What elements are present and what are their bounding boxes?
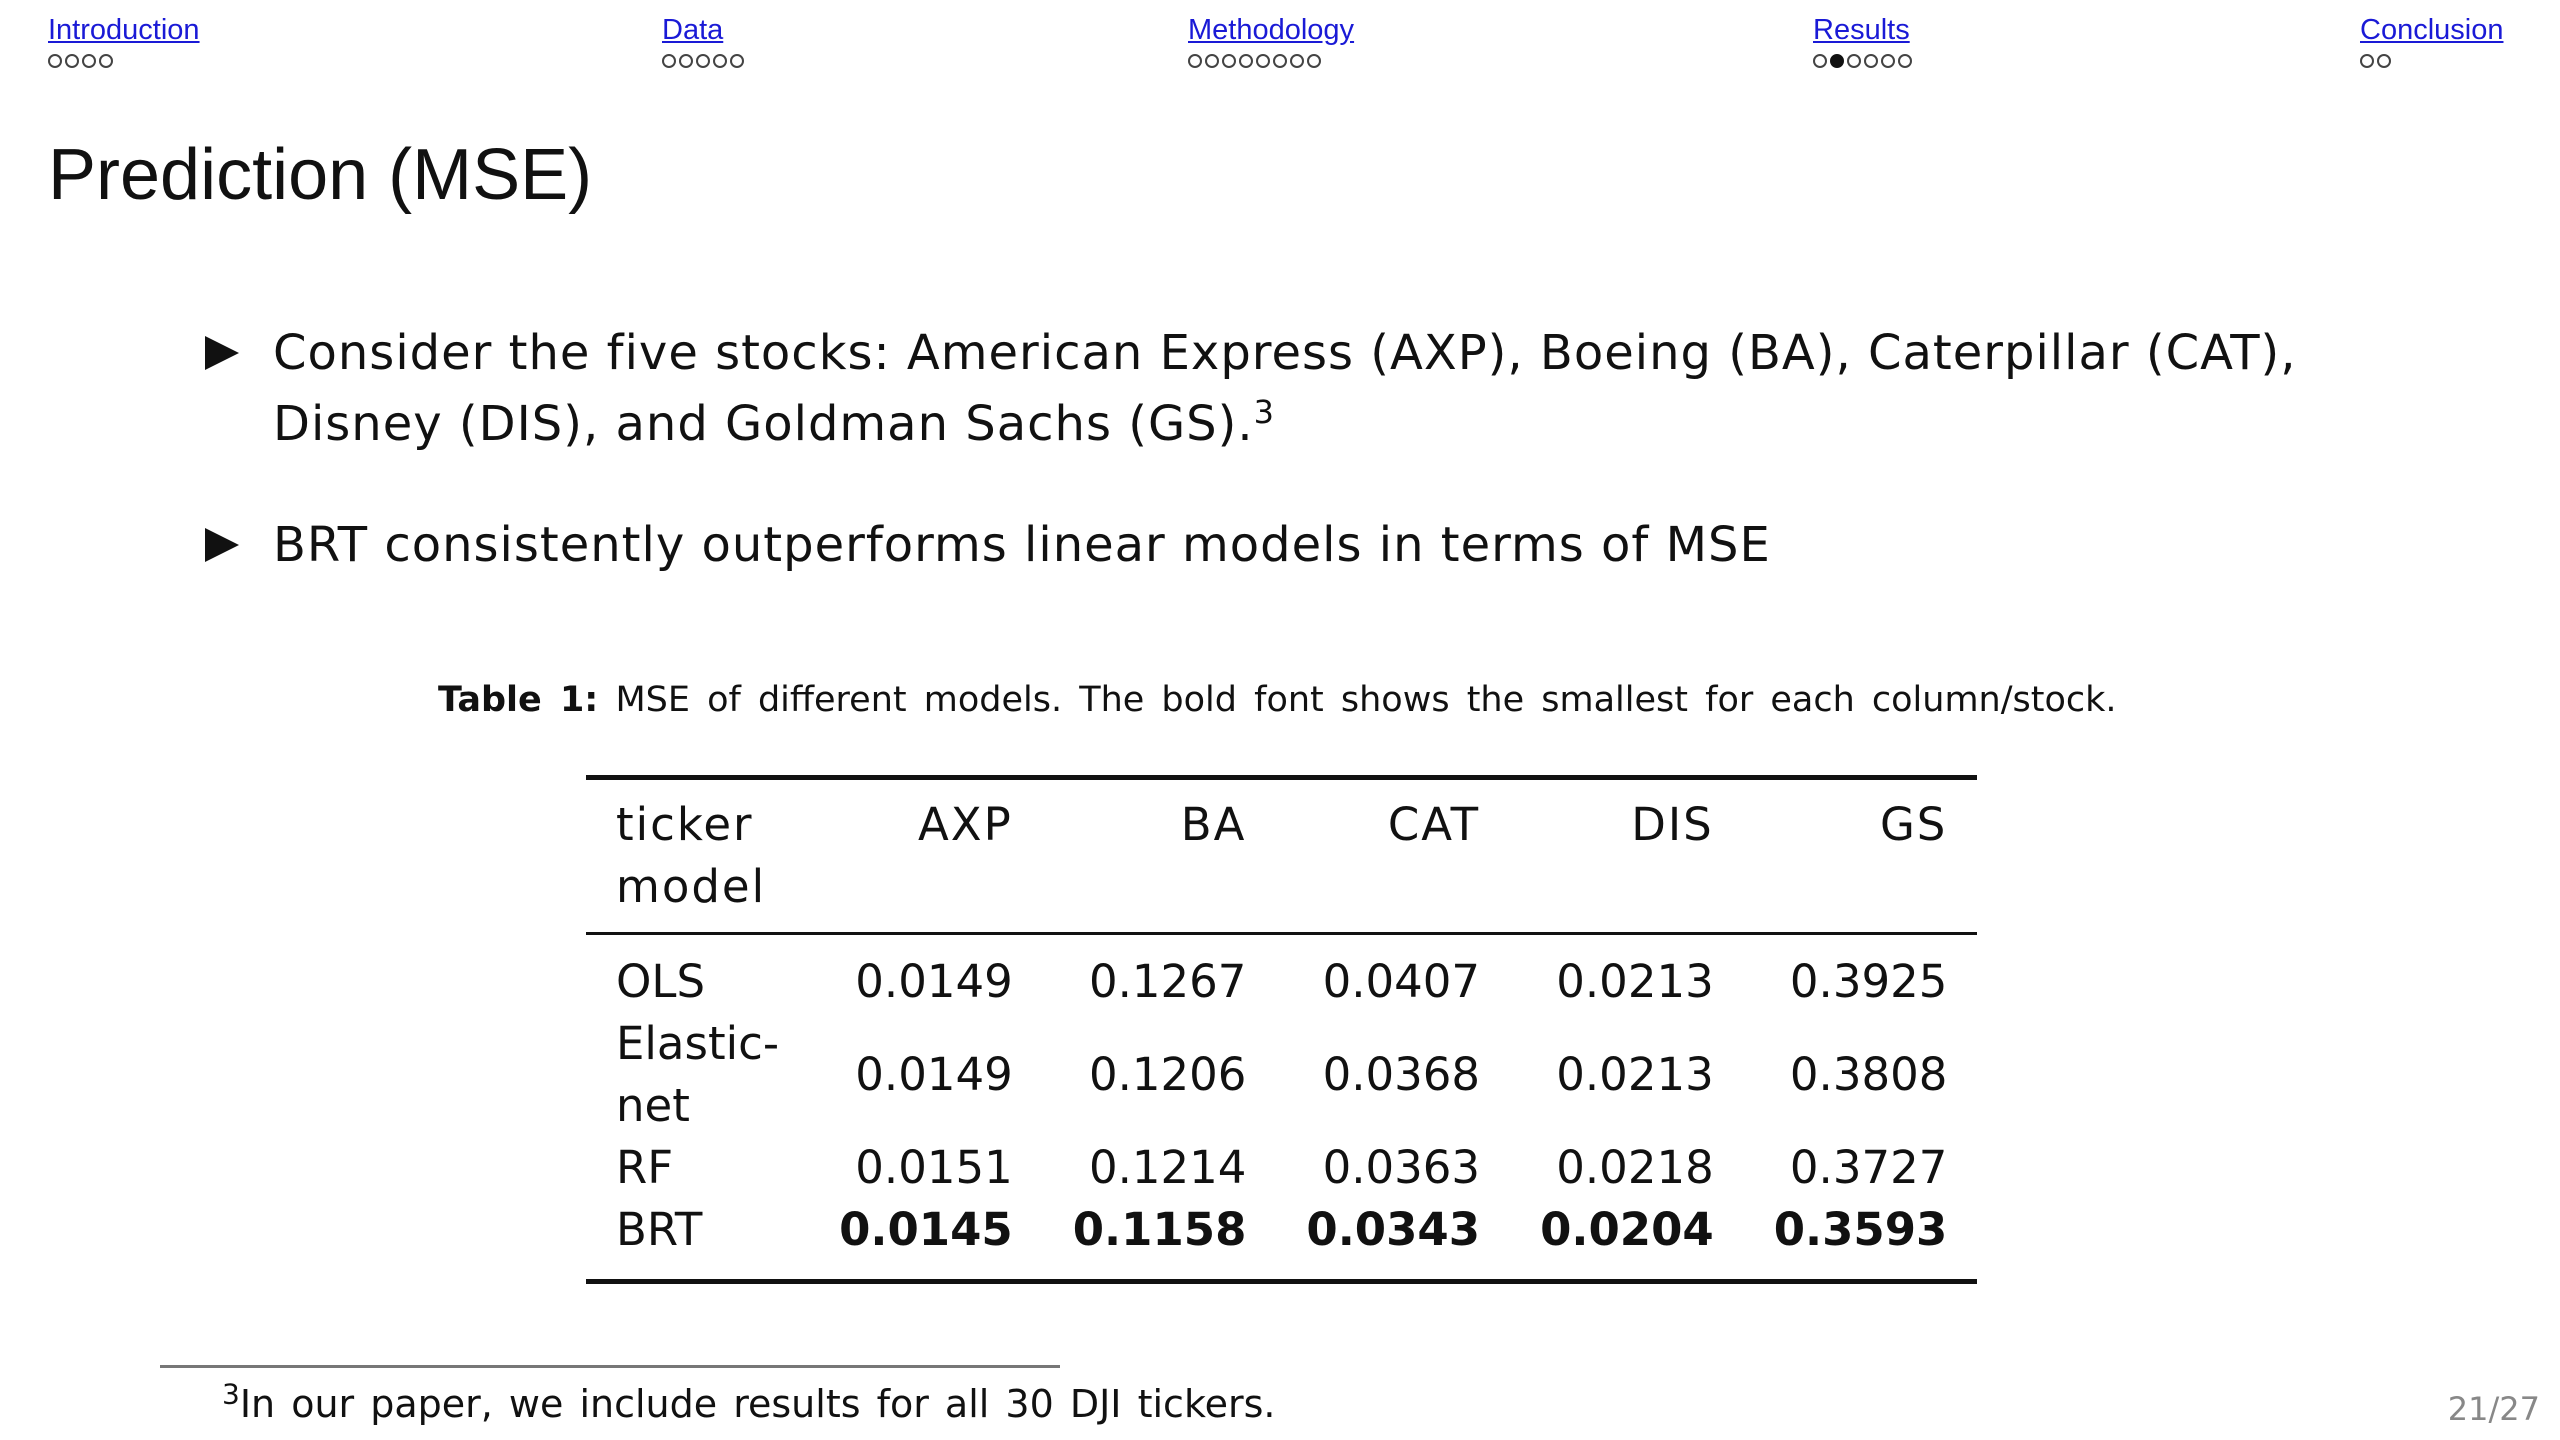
nav-section-data — [662, 12, 744, 68]
column-header: BA — [1180, 798, 1247, 851]
table-cell-best: 0.1158 — [1072, 1203, 1247, 1256]
nav-dot[interactable] — [1881, 54, 1895, 68]
nav-dot[interactable] — [662, 54, 676, 68]
column-header: AXP — [918, 798, 1013, 851]
slide-title: Prediction (MSE) — [48, 135, 593, 215]
table-cell: 0.0213 — [1556, 1048, 1714, 1101]
nav-link-methodology[interactable]: Methodology — [1188, 14, 1355, 46]
bullet-brt-text: BRT consistently outperforms linear models in terms of MSE — [273, 517, 1771, 573]
row-label: BRT — [616, 1203, 703, 1256]
nav-dot[interactable] — [1205, 54, 1219, 68]
nav-dot[interactable] — [696, 54, 710, 68]
footnote — [222, 1374, 1275, 1434]
bullet-stocks-text: Consider the five stocks: American Express (AXP), Boeing (BA), Caterpillar (CAT), Disney (DIS), and Goldman Sachs (GS). — [273, 325, 2297, 452]
footnote-reference[interactable]: 3 — [1253, 393, 1275, 431]
nav-dots-data — [662, 54, 744, 68]
nav-dot[interactable] — [65, 54, 79, 68]
section-navigation — [0, 0, 2560, 90]
row-label: Elastic-net — [616, 1017, 780, 1132]
table-cell-best: 0.0145 — [839, 1203, 1013, 1256]
table-caption — [438, 676, 2138, 724]
bullet-triangle-icon — [205, 336, 239, 370]
nav-dot[interactable] — [1222, 54, 1236, 68]
table-row — [586, 1013, 1977, 1137]
table-cell: 0.0149 — [855, 1048, 1013, 1101]
nav-dot[interactable] — [1239, 54, 1253, 68]
table-cell: 0.0151 — [855, 1141, 1013, 1194]
table-cell: 0.1214 — [1088, 1141, 1247, 1194]
nav-dot[interactable] — [1290, 54, 1304, 68]
nav-dot[interactable] — [1864, 54, 1878, 68]
nav-section-conclusion — [2360, 12, 2503, 68]
nav-dot[interactable] — [1256, 54, 1270, 68]
nav-dot[interactable] — [2377, 54, 2391, 68]
table-cell: 0.0213 — [1556, 955, 1714, 1008]
table-corner-header — [586, 778, 809, 934]
nav-link-data[interactable]: Data — [662, 14, 724, 46]
bullet-list — [205, 318, 2305, 631]
nav-dots-introduction — [48, 54, 200, 68]
footnote-text: In our paper, we include results for all 30 DJI tickers. — [239, 1382, 1276, 1426]
table-cell: 0.0149 — [855, 955, 1013, 1008]
nav-dot[interactable] — [1898, 54, 1912, 68]
footnote-divider — [160, 1365, 1060, 1368]
nav-dot[interactable] — [730, 54, 744, 68]
nav-dot[interactable] — [1188, 54, 1202, 68]
row-label: OLS — [616, 955, 706, 1008]
table-cell-best: 0.0343 — [1306, 1203, 1481, 1256]
table-row — [586, 934, 1977, 1014]
table-corner-model: model — [616, 860, 767, 913]
table-caption-label: Table 1: — [438, 680, 599, 720]
table-caption-text: MSE of different models. The bold font shows the smallest for each column/stock. — [615, 680, 2117, 720]
table-header-row — [586, 778, 1977, 934]
column-header: GS — [1879, 798, 1948, 851]
page-number: 21/27 — [2447, 1390, 2540, 1428]
nav-dots-methodology — [1188, 54, 1354, 68]
nav-dot[interactable] — [48, 54, 62, 68]
nav-dot[interactable] — [1813, 54, 1827, 68]
bullet-brt — [205, 510, 2305, 581]
nav-dot[interactable] — [82, 54, 96, 68]
nav-section-introduction — [48, 12, 200, 68]
table-cell-best: 0.0204 — [1540, 1203, 1714, 1256]
table-cell: 0.3727 — [1789, 1141, 1948, 1194]
nav-dot[interactable] — [679, 54, 693, 68]
table-cell: 0.0363 — [1322, 1141, 1481, 1194]
nav-dots-conclusion — [2360, 54, 2503, 68]
bullet-stocks — [205, 318, 2305, 460]
nav-section-methodology — [1188, 12, 1354, 68]
row-label: RF — [616, 1141, 674, 1194]
nav-dot[interactable] — [99, 54, 113, 68]
nav-dots-results — [1813, 54, 1912, 68]
table-cell: 0.0407 — [1322, 955, 1481, 1008]
nav-dot[interactable] — [2360, 54, 2374, 68]
column-header: DIS — [1631, 798, 1714, 851]
nav-dot[interactable] — [1847, 54, 1861, 68]
table-cell-best: 0.3593 — [1773, 1203, 1948, 1256]
mse-table — [586, 775, 1966, 1284]
nav-dot-current[interactable] — [1830, 54, 1844, 68]
table-row — [586, 1137, 1977, 1199]
nav-section-results — [1813, 12, 1912, 68]
nav-link-introduction[interactable]: Introduction — [48, 14, 200, 46]
table-cell: 0.3808 — [1789, 1048, 1948, 1101]
column-header: CAT — [1387, 798, 1481, 851]
table-row-best — [586, 1199, 1977, 1282]
table-cell: 0.1267 — [1088, 955, 1247, 1008]
table-cell: 0.3925 — [1789, 955, 1948, 1008]
nav-link-conclusion[interactable]: Conclusion — [2360, 14, 2504, 46]
footnote-mark: 3 — [222, 1377, 240, 1411]
table-cell: 0.0368 — [1322, 1048, 1481, 1101]
nav-dot[interactable] — [1307, 54, 1321, 68]
nav-dot[interactable] — [1273, 54, 1287, 68]
table-corner-ticker: ticker — [616, 798, 754, 851]
bullet-triangle-icon — [205, 528, 239, 562]
nav-dot[interactable] — [713, 54, 727, 68]
table-cell: 0.0218 — [1556, 1141, 1714, 1194]
table-cell: 0.1206 — [1088, 1048, 1247, 1101]
nav-link-results[interactable]: Results — [1813, 14, 1910, 46]
